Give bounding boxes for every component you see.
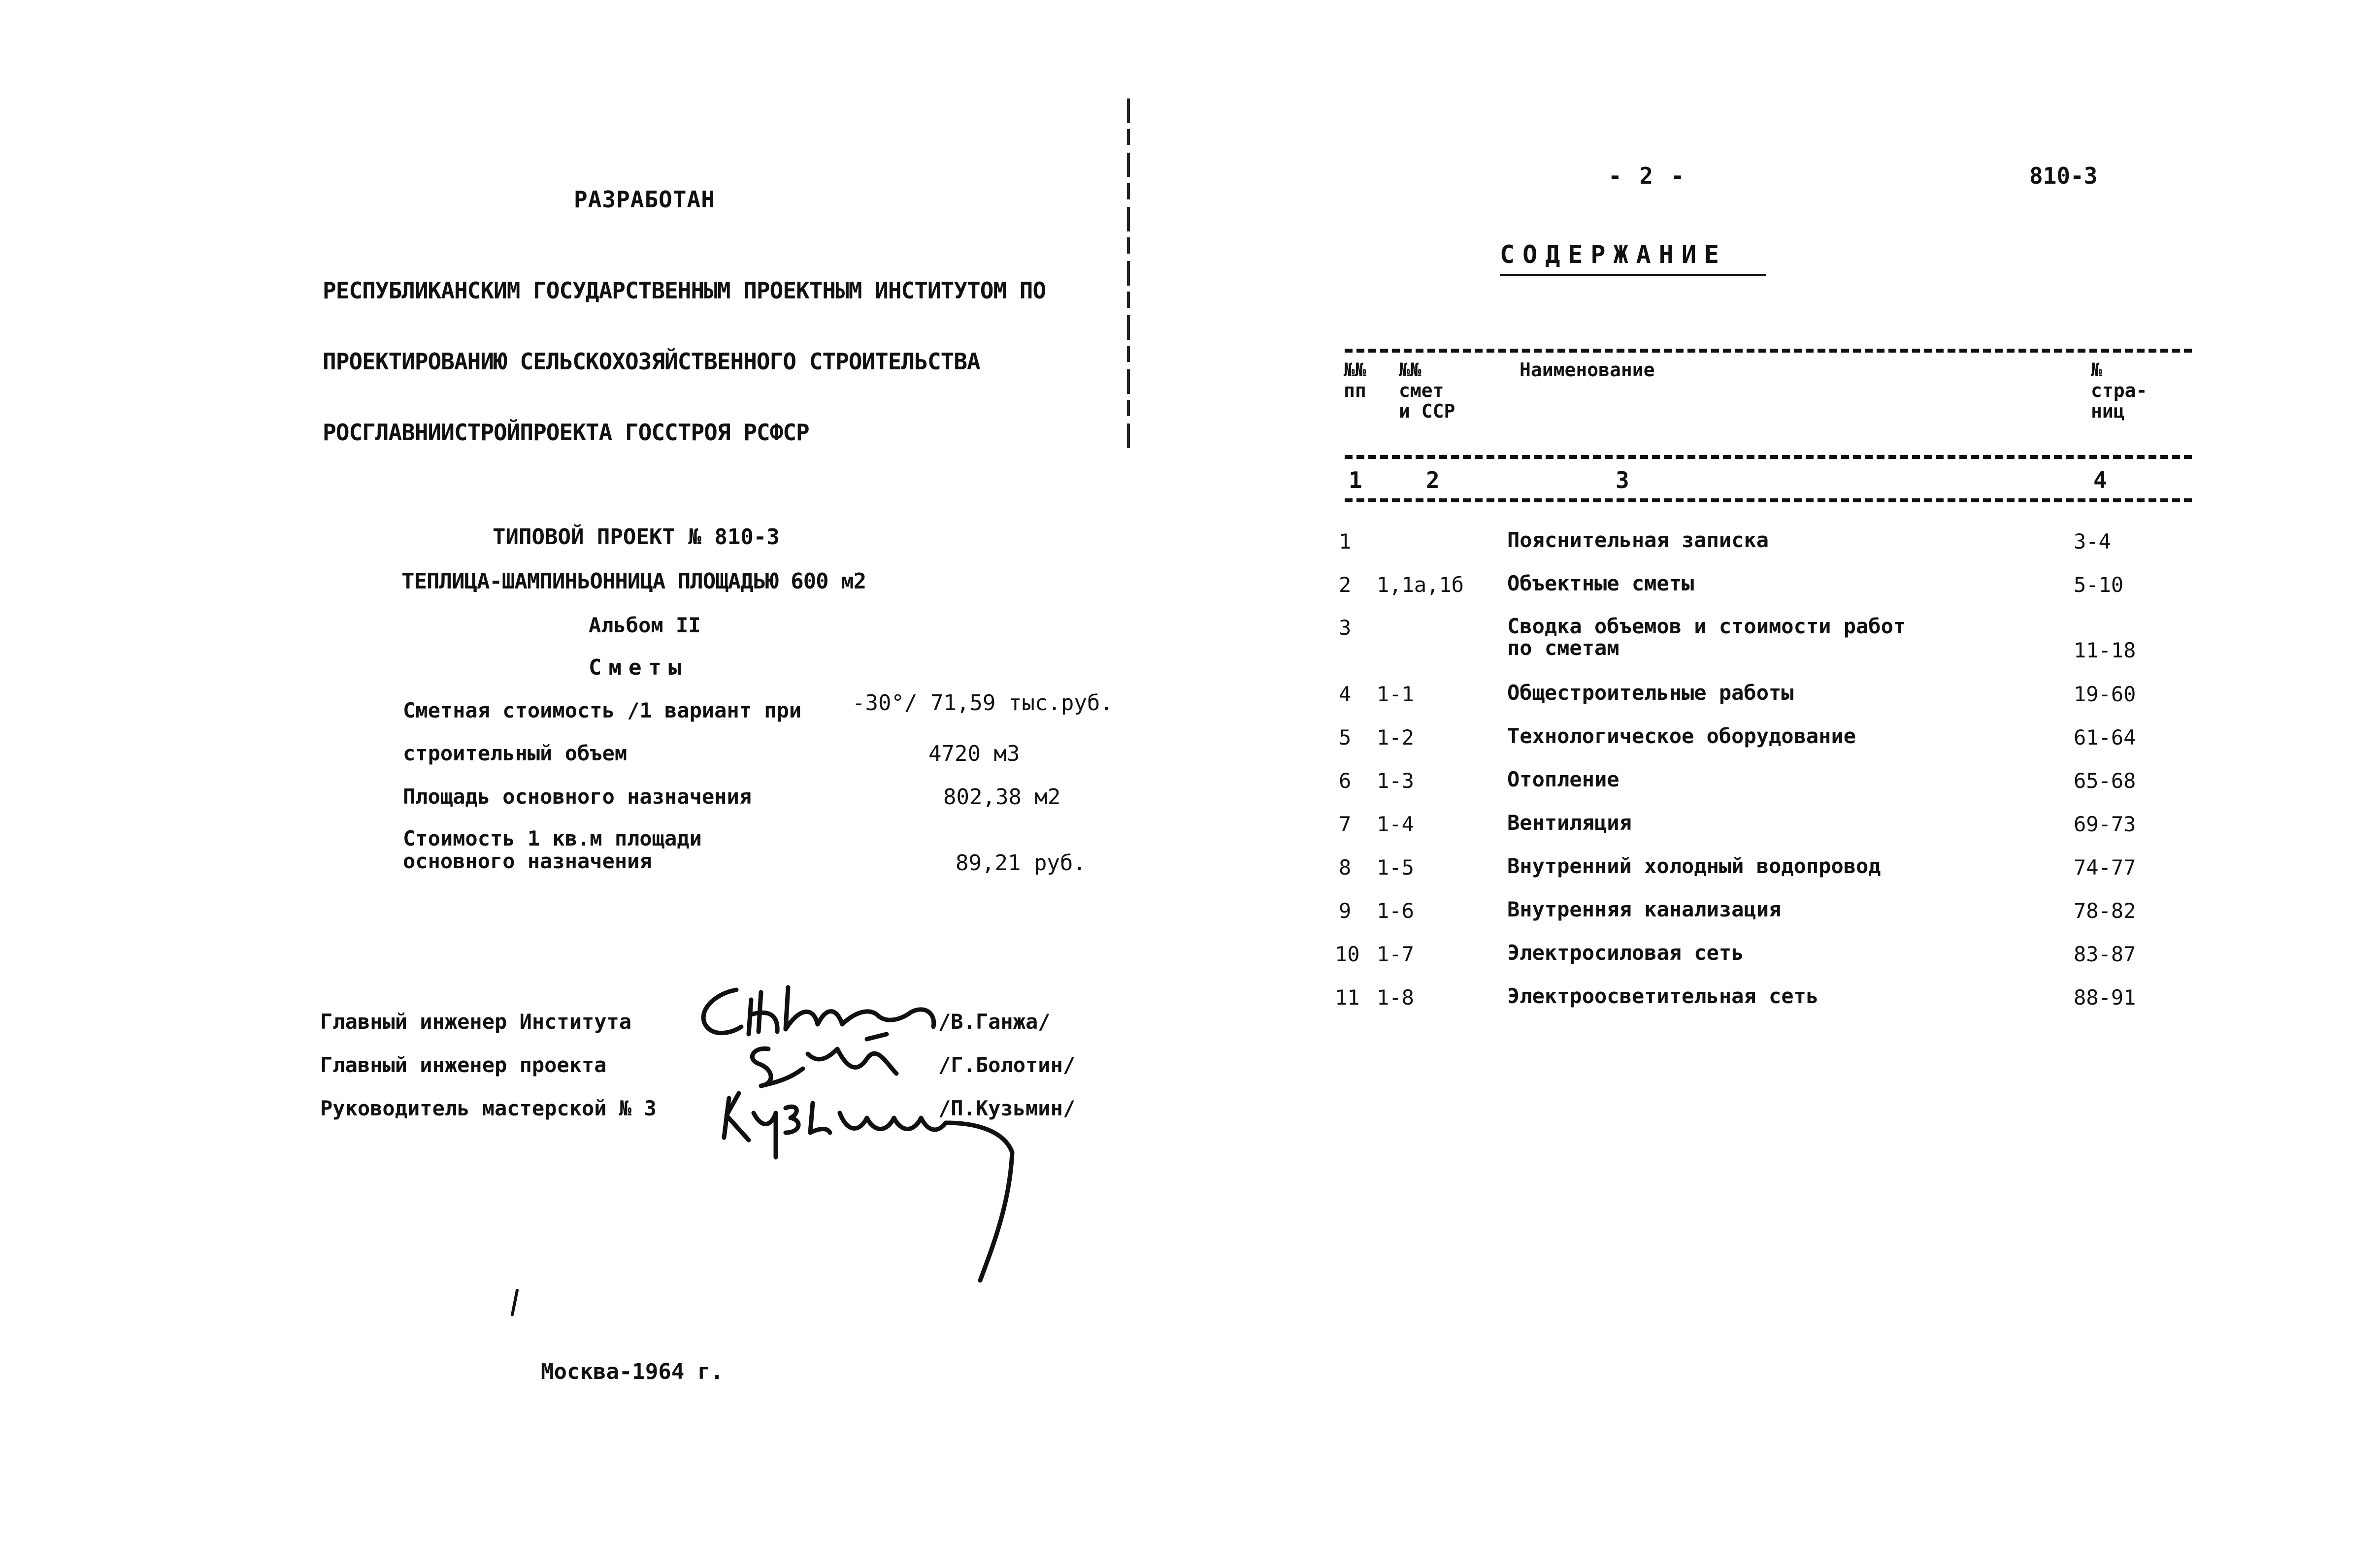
- toc-row-name: Внутренний холодный водопровод: [1507, 854, 1881, 878]
- toc-row-pages: 88-91: [2074, 985, 2136, 1010]
- toc-row-estimate: 1-8: [1377, 985, 1414, 1010]
- signatory-role: Главный инженер проекта: [320, 1053, 607, 1077]
- toc-row-number: 7: [1339, 812, 1352, 836]
- main-area-value: 802,38 м2: [943, 784, 1061, 810]
- signature-kuzmin: [724, 1093, 1012, 1280]
- toc-row-pages: 11-18: [2074, 638, 2136, 662]
- toc-row-name: Электроосветительная сеть: [1507, 984, 1819, 1008]
- toc-row-name: Вентиляция: [1507, 811, 1632, 835]
- header-name: Наименование: [1520, 359, 1655, 381]
- toc-row-number: 6: [1339, 769, 1352, 793]
- building-volume-label: строительный объем: [403, 741, 628, 765]
- building-volume-value: 4720 м3: [928, 741, 1020, 766]
- toc-row-pages: 3-4: [2074, 529, 2111, 554]
- toc-row-pages: 19-60: [2074, 682, 2136, 706]
- toc-row-number: 11: [1335, 985, 1360, 1010]
- signature-ganzha: [703, 987, 934, 1034]
- table-header-rule: [1345, 455, 2192, 459]
- toc-row-name: Отопление: [1507, 767, 1620, 791]
- toc-row-estimate: 1-4: [1377, 812, 1414, 836]
- toc-row-name: Сводка объемов и стоимости работ по сметам: [1507, 614, 1906, 660]
- toc-row-number: 3: [1339, 616, 1352, 640]
- album-label: Альбом II: [589, 613, 701, 637]
- estimated-cost-label: Сметная стоимость /1 вариант при: [403, 698, 802, 722]
- developer-org-line: РЕСПУБЛИКАНСКИМ ГОСУДАРСТВЕННЫМ ПРОЕКТНЫМ ИНСТИТУТОМ ПО: [323, 277, 1046, 304]
- toc-row-estimate: 1-7: [1377, 942, 1414, 966]
- toc-row-number: 10: [1335, 942, 1360, 966]
- toc-row-estimate: 1-1: [1377, 682, 1414, 706]
- page-number: - 2 -: [1608, 163, 1686, 189]
- cost-per-sqm-value: 89,21 руб.: [956, 850, 1086, 876]
- toc-row-number: 5: [1339, 725, 1352, 750]
- toc-row-name: Технологическое оборудование: [1507, 724, 1856, 748]
- header-pages: № стра- ниц: [2091, 359, 2148, 422]
- toc-row-estimate: 1,1а,1б: [1377, 573, 1464, 597]
- table-column-numbers-rule: [1345, 498, 2192, 502]
- binding-stitch-line: [1127, 98, 1130, 453]
- cost-per-sqm-label: Стоимость 1 кв.м площади основного назначения: [403, 826, 702, 873]
- project-code: 810-3: [2029, 163, 2098, 189]
- signatory-name: /П.Кузьмин/: [938, 1096, 1076, 1120]
- project-name: ТЕПЛИЦА-ШАМПИНЬОННИЦА ПЛОЩАДЬЮ 600 м2: [401, 569, 866, 594]
- volume-title: Сметы: [589, 655, 689, 680]
- signatory-role: Руководитель мастерской № 3: [320, 1096, 657, 1120]
- header-row-number: №№ пп: [1344, 359, 1366, 401]
- toc-row-name: Электросиловая сеть: [1507, 941, 1744, 965]
- toc-row-name: Внутренняя канализация: [1507, 897, 1782, 921]
- developer-organization: [323, 231, 1046, 468]
- toc-row-estimate: 1-6: [1377, 899, 1414, 923]
- toc-row-name: Общестроительные работы: [1507, 681, 1794, 705]
- toc-row-pages: 78-82: [2074, 899, 2136, 923]
- developer-heading: РАЗРАБОТАН: [574, 186, 715, 213]
- signatory-role: Главный инженер Института: [320, 1010, 632, 1034]
- column-number: 4: [2093, 467, 2107, 493]
- toc-row-estimate: 1-3: [1377, 769, 1414, 793]
- toc-row-name: Пояснительная записка: [1507, 528, 1769, 552]
- estimated-cost-value: -30°/ 71,59 тыс.руб.: [852, 690, 1113, 716]
- column-number: 1: [1349, 467, 1362, 493]
- city-year: Москва-1964 г.: [541, 1359, 724, 1384]
- toc-row-pages: 5-10: [2074, 573, 2124, 597]
- toc-row-number: 9: [1339, 899, 1352, 923]
- toc-row-name: Объектные сметы: [1507, 571, 1694, 595]
- header-estimate-number: №№ смет и ССР: [1399, 359, 1455, 422]
- toc-row-number: 4: [1339, 682, 1352, 706]
- toc-row-number: 8: [1339, 855, 1352, 880]
- toc-row-pages: 65-68: [2074, 769, 2136, 793]
- signature-bolotin: [752, 1034, 896, 1086]
- toc-row-number: 1: [1339, 529, 1352, 554]
- developer-org-line: РОСГЛАВНИИСТРОЙПРОЕКТА ГОССТРОЯ РСФСР: [323, 419, 809, 446]
- toc-row-pages: 74-77: [2074, 855, 2136, 880]
- toc-row-pages: 61-64: [2074, 725, 2136, 750]
- table-top-rule: [1345, 349, 2192, 353]
- toc-title-underline: [1500, 274, 1766, 276]
- toc-row-pages: 83-87: [2074, 942, 2136, 966]
- developer-org-line: ПРОЕКТИРОВАНИЮ СЕЛЬСКОХОЗЯЙСТВЕННОГО СТРОИТЕЛЬСТВА: [323, 348, 980, 375]
- toc-row-estimate: 1-2: [1377, 725, 1414, 750]
- column-number: 3: [1616, 467, 1629, 493]
- signatory-name: /В.Ганжа/: [938, 1010, 1051, 1034]
- main-area-label: Площадь основного назначения: [403, 784, 752, 809]
- toc-row-estimate: 1-5: [1377, 855, 1414, 880]
- toc-row-pages: 69-73: [2074, 812, 2136, 836]
- toc-row-number: 2: [1339, 573, 1352, 597]
- column-number: 2: [1426, 467, 1440, 493]
- toc-title: СОДЕРЖАНИЕ: [1500, 240, 1727, 269]
- signatory-name: /Г.Болотин/: [938, 1053, 1076, 1077]
- project-number: ТИПОВОЙ ПРОЕКТ № 810-3: [493, 524, 780, 550]
